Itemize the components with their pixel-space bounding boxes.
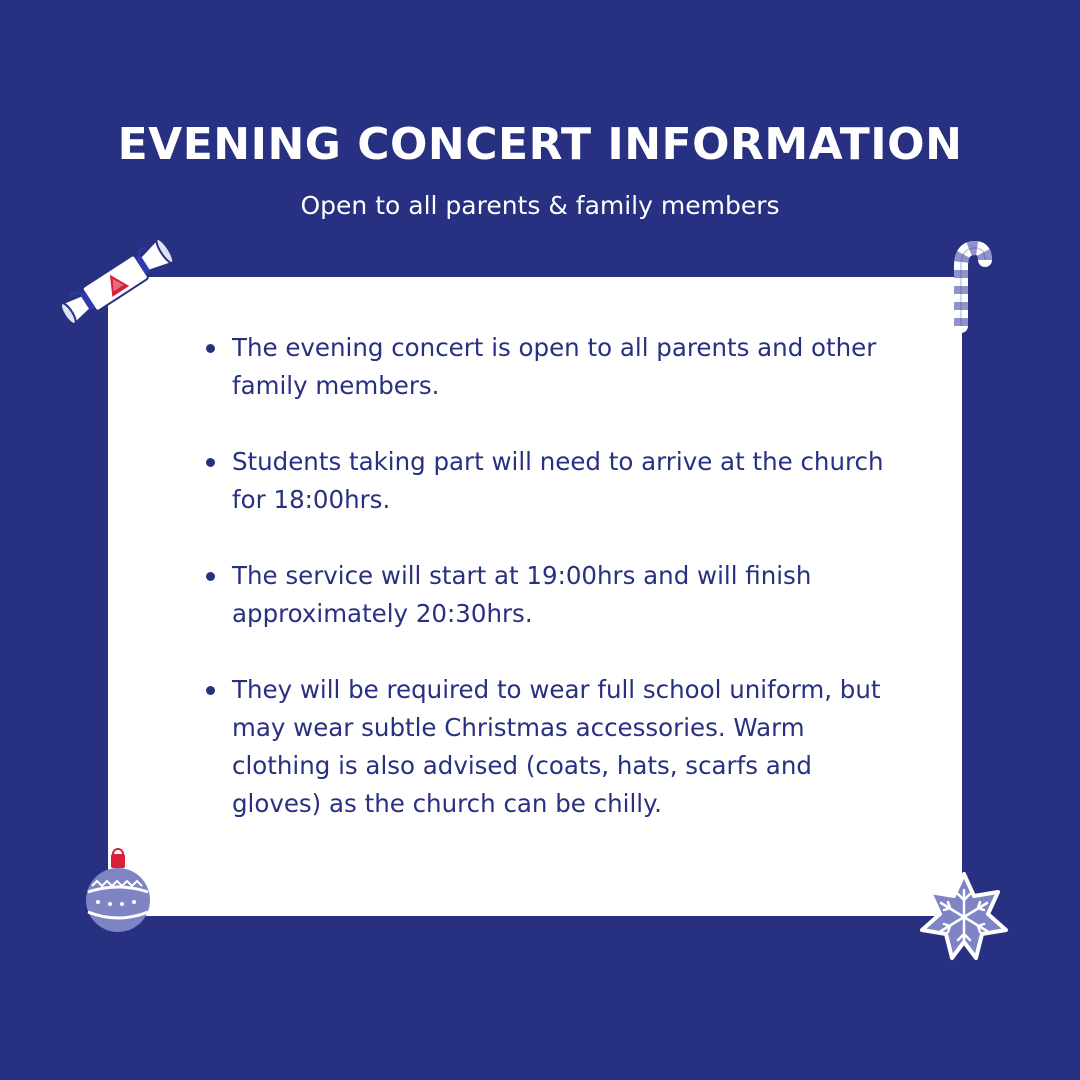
bullet-icon: [206, 458, 215, 467]
info-list: [232, 329, 892, 861]
bauble-ornament-icon: [78, 846, 158, 938]
list-item-text: Students taking part will need to arrive at the church for 18:00hrs.: [232, 447, 884, 514]
info-card: [108, 277, 962, 916]
snowflake-cookie-icon: [914, 870, 1014, 962]
list-item: [232, 329, 892, 405]
christmas-cracker-icon: [50, 230, 185, 335]
list-item-text: The evening concert is open to all parents and other family members.: [232, 333, 877, 400]
list-item: [232, 557, 892, 633]
bullet-icon: [206, 344, 215, 353]
bullet-icon: [206, 572, 215, 581]
list-item-text: They will be required to wear full school uniform, but may wear subtle Christmas accessories. Warm clothing is also advised (coats, hats, scarfs and gloves) as the church can be chilly.: [232, 675, 881, 818]
candy-cane-icon: [935, 238, 995, 336]
list-item: [232, 671, 892, 823]
list-item: [232, 443, 892, 519]
bullet-icon: [206, 686, 215, 695]
page-title: EVENING CONCERT INFORMATION: [117, 119, 963, 170]
page-subtitle: Open to all parents & family members: [300, 191, 780, 220]
list-item-text: The service will start at 19:00hrs and will finish approximately 20:30hrs.: [232, 561, 812, 628]
